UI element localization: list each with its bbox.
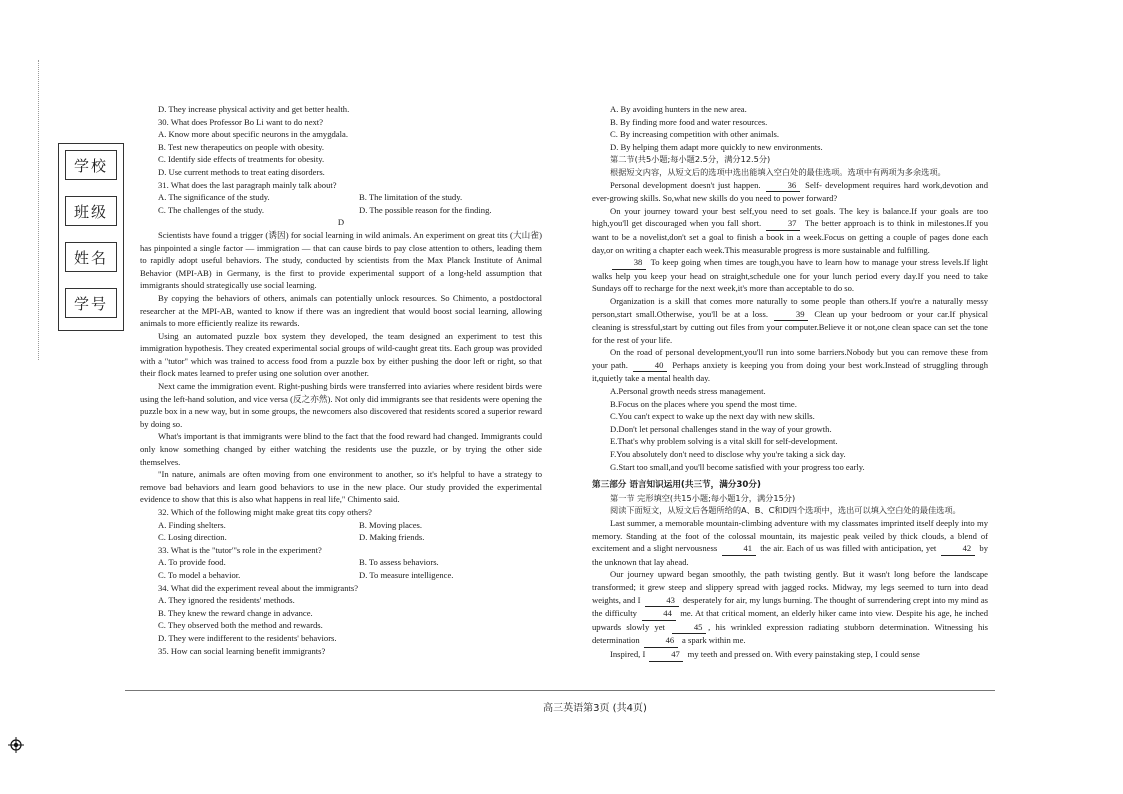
q32-option-d: D. Making friends. (359, 532, 425, 543)
q31-option-c: C. The challenges of the study. (158, 204, 264, 215)
paragraph-text: The better approach is to think in milestones.If you want to be a novelist,don't set a goal to finish a book in a week.Focus on getting a couple of pages done each day,or on writing a chapter each week.This measurable progress is more sustainable and fulfilling. (592, 218, 988, 255)
class-label: 班级 (65, 196, 117, 226)
school-label: 学校 (65, 150, 117, 180)
blank-44: 44 (642, 607, 676, 621)
q32-option-c: C. Losing direction. (158, 532, 227, 543)
q31-options-row-2 (140, 204, 542, 217)
choice-option-c: C.You can't expect to wake up the next day with new skills. (610, 411, 815, 422)
seven-choose-five-paragraph-4 (592, 295, 988, 346)
q34-option-a: A. They ignored the residents' methods. (158, 595, 295, 606)
question-35: 35. How can social learning benefit immigrants? (158, 645, 326, 656)
paragraph-text: Last summer, a memorable mountain-climbing adventure with my classmates imprinted itself deeply into my memory. Standing at the foot of the colossal mountain, its majestic peak veiled by thick clouds, a blend of excitement and a slight nervousness (592, 518, 988, 554)
choice-option-g: G.Start too small,and you'll become satisfied with your progress too early. (610, 461, 865, 472)
choice-option-b: B.Focus on the places where you spend the most time. (610, 398, 797, 409)
q33-option-d: D. To measure intelligence. (359, 569, 454, 580)
passage-d-paragraph-6: "In nature, animals are often moving from one environment to another, so it's helpful to have a strategy to remove bad behaviors and learn good behaviors to use in the new place. Our study provided the experimental evidence to show that this is also what happens in real life," Chimento said. (140, 469, 542, 505)
paragraph-text: the air. Each of us was filled with anticipation, yet (760, 543, 937, 554)
q34-option-d: D. They were indifferent to the residents' behaviors. (158, 632, 337, 643)
blank-36: 36 (766, 179, 800, 193)
footer-rule (125, 690, 995, 691)
q31-option-d: D. The possible reason for the finding. (359, 204, 492, 215)
paragraph-text: Perhaps anxiety is keeping you from doing your best work.Instead of struggling through it,quietly take a mental health day. (592, 359, 988, 384)
choice-option-d: D.Don't let personal challenges stand in the way of your growth. (610, 423, 832, 434)
left-column (140, 103, 542, 657)
part-3-title: 第三部分 语言知识运用(共三节，满分30分) (592, 480, 761, 491)
q31-option-a: A. The significance of the study. (158, 192, 270, 203)
choice-option-e: E.That's why problem solving is a vital skill for self-development. (610, 436, 838, 447)
passage-d-paragraph-2: By copying the behaviors of others, animals can potentially unlock resources. So Chimento, a postdoctoral researcher at the MPI-AB, wanted to know if there was an ingredient that would boost social learning, allowing animals to more efficiently realize its rewards. (140, 292, 542, 329)
blank-38: 38 (612, 256, 646, 270)
question-34: 34. What did the experiment reveal about the immigrants? (158, 582, 359, 593)
cloze-paragraph-1 (592, 517, 988, 568)
name-label: 姓名 (65, 242, 117, 272)
cloze-section-title: 第一节 完形填空(共15小题;每小题1分，满分15分) (610, 492, 796, 503)
section-2-instructions: 根据短文内容，从短文后的选项中选出能填入空白处的最佳选项。选项中有两项为多余选项。 (610, 166, 946, 177)
paragraph-text: To keep going when times are tough,you have to learn how to manage your stress levels.If light walks help you keep your head on straight,schedule one for your lunch period every day.If you need to take Sundays off to recharge for the next week,it's more than acceptable to do so. (592, 257, 988, 294)
q33-options-row-2 (140, 569, 542, 582)
passage-d-paragraph-1: Scientists have found a trigger (诱因) for social learning in wild animals. An experiment on great tits (大山雀) has pinpointed a single factor — immigration — that can cause birds to pay close attention to others, leading them to rapidly adopt useful behaviors. The study, conducted by scientists from the Max Planck Institute of Animal Behavior (MPI-AB) in Germany, is the first to provide experimental support of a long-held assumption that immigrants should strategically use social learning. (140, 229, 542, 291)
q35-option-d: D. By helping them adapt more quickly to new environments. (610, 141, 823, 152)
q32-options-row-2 (140, 531, 542, 544)
q35-option-a: A. By avoiding hunters in the new area. (610, 104, 747, 114)
paragraph-text: On your journey toward your best self,you need to set goals. The key is balance.If your goals are too high,you'll get discouraged when you fall short. (592, 205, 988, 229)
seven-choose-five-paragraph-1 (592, 179, 988, 205)
q30-option-d: D. Use current methods to treat eating disorders. (158, 166, 325, 177)
passage-d-label: D (337, 217, 345, 228)
paragraph-text: Clean up your bedroom or your car.If physical cleaning is stressful,start by cutting out files from your computer.Believe it or not,one clean space can set the tone for the rest of your life. (592, 308, 989, 345)
blank-37: 37 (766, 217, 800, 231)
page-footer: 高三英语第3页 (共4页) (543, 703, 647, 714)
q34-option-c: C. They observed both the method and rewards. (158, 620, 323, 631)
q29-option-d: D. They increase physical activity and get better health. (158, 104, 350, 114)
question-31: 31. What does the last paragraph mainly talk about? (158, 179, 337, 190)
q35-option-c: C. By increasing competition with other animals. (610, 129, 779, 140)
binding-fold-line (8, 60, 39, 360)
paragraph-text: desperately for air, my lungs burning. The thought of surrendering crept into my mind as the difficulty (592, 594, 988, 619)
q31-option-b: B. The limitation of the study. (359, 192, 463, 203)
paragraph-text: Personal development doesn't just happen. (610, 179, 761, 190)
q35-option-b: B. By finding more food and water resources. (610, 116, 768, 127)
passage-d-paragraph-3: Using an automated puzzle box system they developed, the team designed an experiment to test this immigration hypothesis. They created experimental social groups of wild-caught great tits. Each group was provided with a "tutor" which was trained to access food from a puzzle box by either pushing the door left or right, so that their flock mates learned to prefer using one solution over another. (140, 330, 542, 379)
paragraph-text: On the road of personal development,you'll run into some barriers.Nobody but you can remove these from your path. (592, 347, 988, 370)
cloze-paragraph-3 (592, 648, 988, 662)
question-32: 32. Which of the following might make great tits copy others? (158, 507, 372, 517)
seven-choose-five-paragraph-5 (592, 346, 988, 385)
cloze-paragraph-2 (592, 568, 988, 648)
paragraph-text: Inspired, I (610, 648, 646, 659)
q33-option-c: C. To model a behavior. (158, 569, 241, 580)
paragraph-text: my teeth and pressed on. With every painstaking step, I could sense (687, 648, 920, 659)
paragraph-text: a spark within me. (682, 635, 746, 646)
q33-option-a: A. To provide food. (158, 557, 226, 568)
q30-option-a: A. Know more about specific neurons in the amygdala. (158, 129, 348, 140)
passage-d-paragraph-4: Next came the immigration event. Right-pushing birds were transferred into aviaries where resident birds were using the left-hand solution, and vice versa (反之亦然). Not only did immigrants see that residents were opening the puzzle box in a new way, but in some groups, the newcomers also discovered that residents scored a superior reward by doing so. (140, 381, 542, 429)
blank-42: 42 (941, 542, 975, 556)
paragraph-text: Our journey upward began smoothly, the path twisting gently. But it wasn't long before the landscape transformed; it grew steep and slippery spread with jagged rocks. Midway, my legs seemed to turn into dead weights, and I (592, 569, 988, 605)
paragraph-text: me. At that critical moment, an elderly hiker came into view. Despite his age, he inched upwards slowly yet (592, 608, 988, 632)
choice-option-f: F.You absolutely don't need to disclose why you're taking a sick day. (610, 449, 846, 460)
student-info-box (58, 143, 124, 331)
q33-options-row-1 (140, 556, 542, 569)
q32-option-b: B. Moving places. (359, 519, 423, 530)
blank-46: 46 (644, 634, 678, 648)
seven-choose-five-paragraph-2 (592, 205, 988, 256)
blank-39: 39 (774, 308, 808, 322)
blank-43: 43 (645, 594, 679, 608)
section-2-title: 第二节(共5小题;每小题2.5分，满分12.5分) (610, 154, 771, 165)
paragraph-text: Organization is a skill that comes more naturally to some people than others.If you're a naturally messy person,start small.Otherwise, you'll be at a loss. (592, 295, 988, 319)
q32-option-a: A. Finding shelters. (158, 519, 226, 530)
q34-option-b: B. They knew the reward change in advance. (158, 607, 313, 618)
blank-40: 40 (633, 359, 667, 373)
blank-47: 47 (649, 648, 683, 662)
q32-options-row-1 (140, 519, 542, 532)
paragraph-text: by the unknown that lay ahead. (592, 543, 989, 567)
q30-option-c: C. Identify side effects of treatments for obesity. (158, 154, 325, 165)
blank-45: 45 (672, 621, 706, 635)
choice-option-a: A.Personal growth needs stress management. (610, 386, 766, 397)
passage-d-paragraph-5: What's important is that immigrants were blind to the fact that the food reward had changed. Immigrants could only know something changed by either watching the residents use the puzzle, or by trying the other side themselves. (140, 431, 542, 467)
paragraph-text: Self- development requires hard work,devotion and ever-growing skills. So,what new skills do you need to power forward? (592, 179, 988, 204)
q33-option-b: B. To assess behaviors. (359, 557, 439, 568)
seven-choose-five-paragraph-3 (592, 256, 988, 295)
question-30: 30. What does Professor Bo Li want to do next? (158, 116, 324, 127)
q30-option-b: B. Test new therapeutics on people with obesity. (158, 141, 324, 152)
cloze-instructions: 阅读下面短文，从短文后各题所给的A、B、C和D四个选项中，选出可以填入空白处的最佳选项。 (610, 505, 961, 516)
registration-mark-icon (8, 737, 24, 753)
student-id-label: 学号 (65, 288, 117, 318)
blank-41: 41 (722, 542, 756, 556)
question-33: 33. What is the "tutor"'s role in the experiment? (158, 544, 322, 555)
paragraph-text: , his wrinkled expression radiating stubborn determination. Witnessing his determination (592, 621, 988, 646)
right-column (592, 103, 988, 662)
q31-options-row-1 (140, 191, 542, 204)
